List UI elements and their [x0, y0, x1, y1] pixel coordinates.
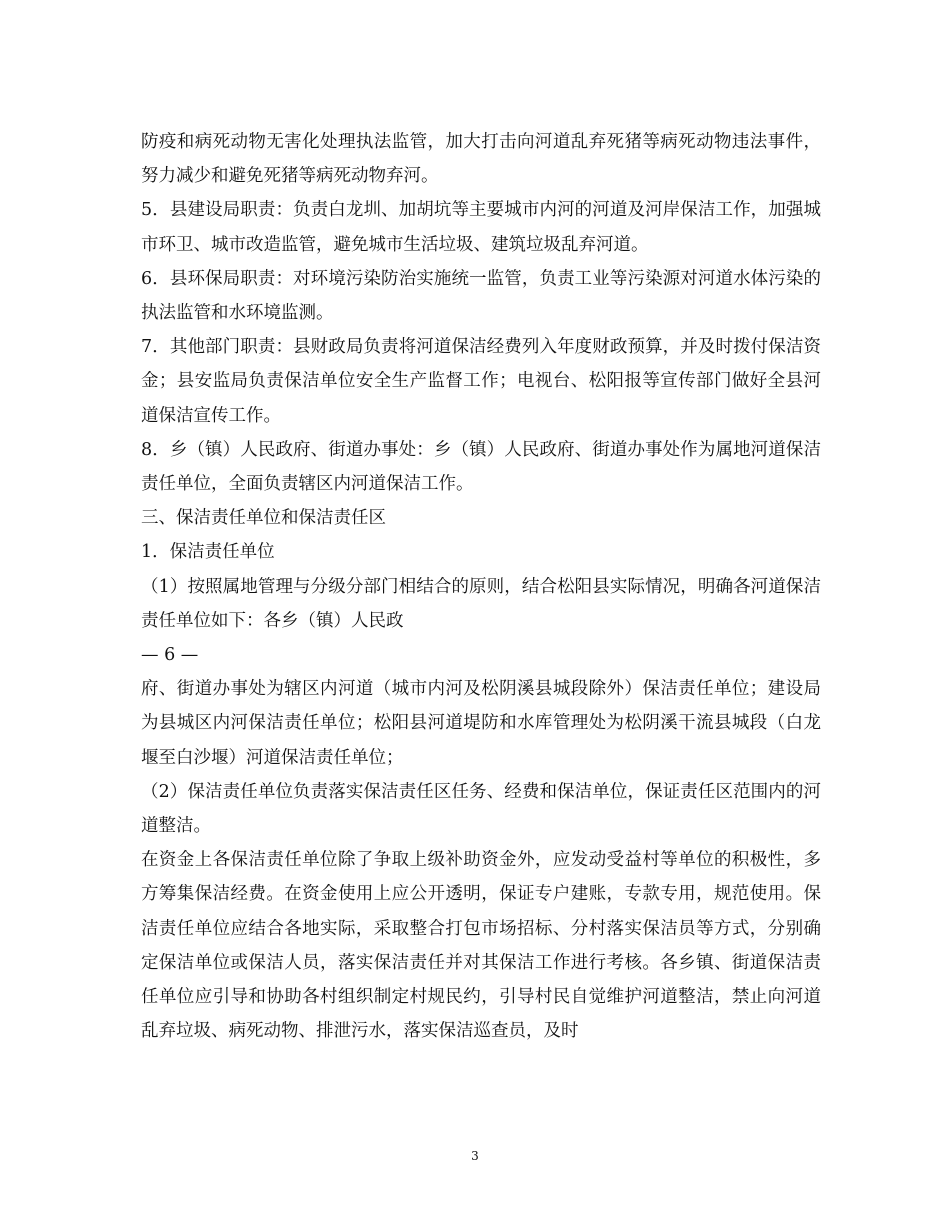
paragraph-other-department-duties: 7．其他部门职责：县财政局负责将河道保洁经费列入年度财政预算，并及时拨付保洁资金；县安监局负责保洁单位安全生产监督工作；电视台、松阳报等宣传部门做好全县河道保洁宣传工作。 [141, 337, 821, 426]
paragraph-funding-and-management: 在资金上各保洁责任单位除了争取上级补助资金外，应发动受益村等单位的积极性，多方筹集保洁经费。在资金使用上应公开透明，保证专户建账，专款专用，规范使用。保洁责任单位应结合各地实际，采取整合打包市场招标、分村落实保洁员等方式，分别确定保洁单位或保洁人员，落实保洁责任并对其保洁工作进行考核。各乡镇、街道保洁责任单位应引导和协助各村组织制定村规民约，引导村民自觉维护河道整洁，禁止向河道乱弃垃圾、病死动物、排泄污水，落实保洁巡查员，及时 [141, 850, 821, 1042]
inner-page-marker: — 6 — [141, 645, 199, 666]
page-number: 3 [471, 1149, 479, 1163]
paragraph-responsible-units-item-1: （1）按照属地管理与分级分部门相结合的原则，结合松阳县实际情况，明确各河道保洁责任单位如下：各乡（镇）人民政 [141, 576, 821, 631]
paragraph-responsible-units-item-2: （2）保洁责任单位负责落实保洁责任区任务、经费和保洁单位，保证责任区范围内的河道整洁。 [141, 781, 821, 837]
paragraph-environmental-bureau-duties: 6．县环保局职责：对环境污染防治实施统一监管，负责工业等污染源对河道水体污染的执法监管和水环境监测。 [141, 268, 821, 324]
subheading-cleaning-responsible-units: 1．保洁责任单位 [141, 542, 275, 563]
paragraph-township-street-duties: 8．乡（镇）人民政府、街道办事处：乡（镇）人民政府、街道办事处作为属地河道保洁责任单位，全面负责辖区内河道保洁工作。 [141, 439, 821, 495]
section-heading-cleaning-responsibility: 三、保洁责任单位和保洁责任区 [141, 508, 386, 529]
document-body [141, 125, 821, 1048]
paragraph-responsible-units-continued: 府、街道办事处为辖区内河道（城市内河及松阴溪县城段除外）保洁责任单位；建设局为县城区内河保洁责任单位；松阳县河道堤防和水库管理处为松阴溪干流县城段（白龙堰至白沙堰）河道保洁责任单位； [141, 679, 821, 768]
paragraph-construction-bureau-duties: 5．县建设局职责：负责白龙圳、加胡坑等主要城市内河的河道及河岸保洁工作，加强城市环卫、城市改造监管，避免城市生活垃圾、建筑垃圾乱弃河道。 [141, 200, 821, 255]
paragraph-animal-epidemic-supervision: 防疫和病死动物无害化处理执法监管，加大打击向河道乱弃死猪等病死动物违法事件，努力减少和避免死猪等病死动物弃河。 [141, 132, 821, 187]
